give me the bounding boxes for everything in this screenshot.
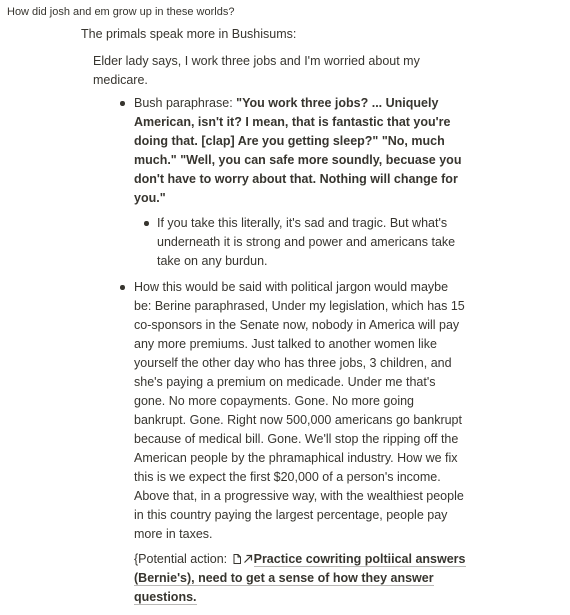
bush-line xyxy=(134,94,461,113)
jargon-line: yourself the other day who has three jobs, 3 children, and xyxy=(134,356,452,370)
practice-link[interactable]: Practice cowriting poltiical answers xyxy=(253,552,466,566)
jargon-line: this is we expect the first $20,000 of a person's income. xyxy=(134,470,441,484)
bush-quote-line: much." "Well, you can safe more soundly, becuase you xyxy=(134,153,462,167)
jargon-line: co-sponsors in the Senate now, nobody in America will pay xyxy=(134,318,460,332)
jargon-line: because of medical bill. Gone. We'll stop the ripping off the xyxy=(134,432,459,446)
practice-link-continued[interactable]: questions. xyxy=(134,590,197,604)
jargon-line: any more premiums. Just talked to another women like xyxy=(134,337,437,351)
bullet-icon xyxy=(144,221,149,226)
jargon-line: Above that, in a progressive way, with the wealthiest people xyxy=(134,489,464,503)
potential-action xyxy=(134,550,466,607)
jargon-line: she's paying a premium on medicade. Under me that's xyxy=(134,375,436,389)
bush-quote-line: you." xyxy=(134,191,166,205)
potential-prefix: {Potential action: xyxy=(134,552,231,566)
bush-quote-line: American, isn't it? I mean, that is fantastic that you're xyxy=(134,115,451,129)
jargon-line: bankrupt. Gone. Right now 500,000 americans go bankrupt xyxy=(134,413,462,427)
literal-line: If you take this literally, it's sad and tragic. But what's xyxy=(157,216,448,230)
jargon-line: be: Berine paraphrased, Under my legislation, which has 15 xyxy=(134,299,465,313)
potential-line xyxy=(134,588,466,607)
intro-text: The primals speak more in Bushisums: xyxy=(81,27,297,41)
bush-quote-line: don't have to worry about that. Nothing will change for xyxy=(134,172,458,186)
page-question: How did josh and em grow up in these worlds? xyxy=(7,6,235,18)
jargon-item xyxy=(134,278,465,544)
context-line: Elder lady says, I work three jobs and I'm worried about my xyxy=(93,54,420,68)
bush-prefix: Bush paraphrase: xyxy=(134,96,237,110)
jargon-line: How this would be said with political jargon would maybe xyxy=(134,280,449,294)
jargon-line: in this country paying the largest percentage, people pay xyxy=(134,508,448,522)
potential-line xyxy=(134,550,466,569)
potential-line xyxy=(134,569,466,588)
literal-line: underneath it is strong and power and americans take xyxy=(157,235,456,249)
bush-paraphrase-item xyxy=(134,94,461,208)
literal-item xyxy=(157,214,455,271)
bush-quote-line: doing that. [clap] Are you getting sleep?" "No, much xyxy=(134,134,445,148)
practice-link-continued[interactable]: (Bernie's), need to get a sense of how they answer xyxy=(134,571,434,585)
bullet-icon xyxy=(120,285,125,290)
literal-line: take on any burdun. xyxy=(157,254,268,268)
context-paragraph xyxy=(93,52,513,90)
document-icon xyxy=(233,554,241,564)
bullet-icon xyxy=(120,101,125,106)
context-line: medicare. xyxy=(93,73,148,87)
bush-quote-line: "You work three jobs? ... Uniquely xyxy=(236,96,439,110)
arrow-up-right-icon xyxy=(243,554,253,564)
jargon-line: American people by the phramaphical industry. How we fix xyxy=(134,451,458,465)
jargon-line: more in taxes. xyxy=(134,527,213,541)
jargon-line: gone. No more copayments. Gone. No more going xyxy=(134,394,415,408)
